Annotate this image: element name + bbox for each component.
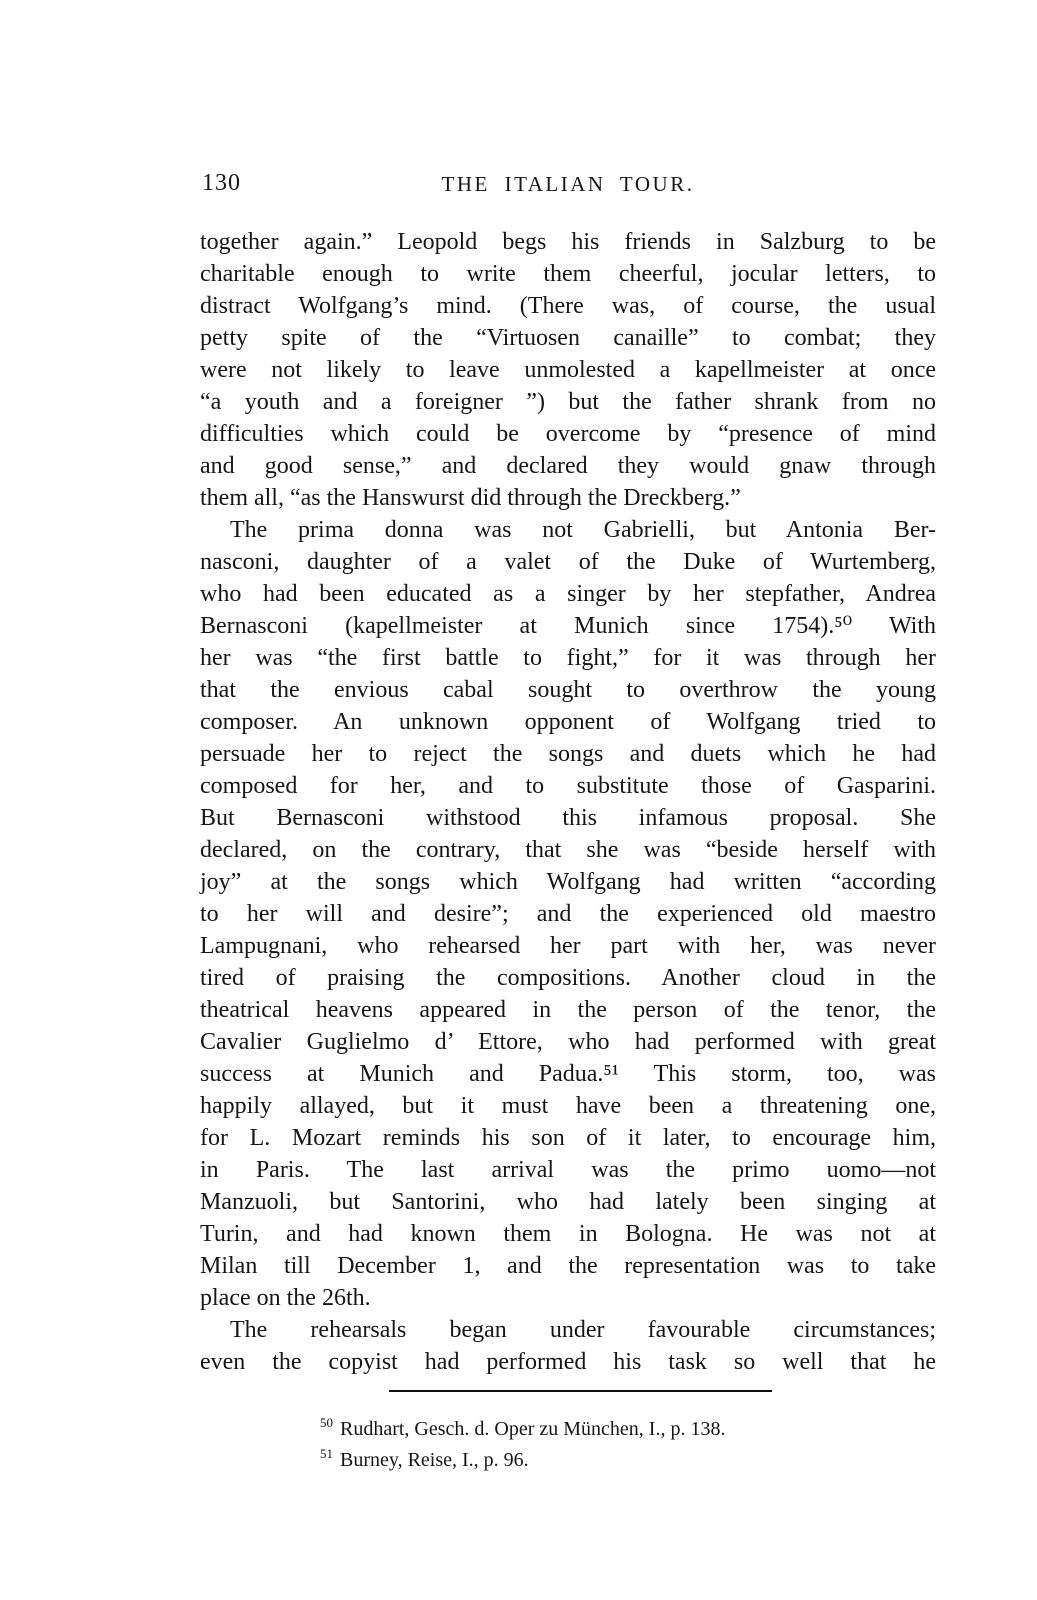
text-line: tired of praising the compositions. Another cloud in the xyxy=(200,965,936,991)
text-line: distract Wolfgang’s mind. (There was, of course, the usual xyxy=(200,293,936,319)
text-line: for L. Mozart reminds his son of it later, to encourage him, xyxy=(200,1125,936,1151)
text-line: them all, “as the Hanswurst did through the Dreckberg.” xyxy=(200,485,741,511)
text-line: composer. An unknown opponent of Wolfgang tried to xyxy=(200,709,936,735)
text-line: The rehearsals began under favourable circumstances; xyxy=(230,1317,936,1343)
text-line: that the envious cabal sought to overthrow the young xyxy=(200,677,936,703)
text-line: to her will and desire”; and the experienced old maestro xyxy=(200,901,936,927)
text-line: her was “the first battle to fight,” for it was through her xyxy=(200,645,936,671)
page-number: 130 xyxy=(202,170,241,196)
footnote xyxy=(320,1445,936,1476)
text-block xyxy=(200,170,936,1476)
footnotes xyxy=(200,1414,936,1476)
footnote-marker: 50 xyxy=(320,1415,333,1431)
footnote xyxy=(320,1414,936,1445)
text-line: difficulties which could be overcome by “presence of mind xyxy=(200,421,936,447)
text-line: Turin, and had known them in Bologna. He was not at xyxy=(200,1221,936,1247)
running-title: THE ITALIAN TOUR. xyxy=(441,172,695,196)
paragraph xyxy=(200,1314,936,1378)
body-text xyxy=(200,226,936,1378)
text-line: place on the 26th. xyxy=(200,1285,371,1311)
text-line: and good sense,” and declared they would gnaw through xyxy=(200,453,936,479)
paragraph xyxy=(200,226,936,514)
text-line: declared, on the contrary, that she was “beside herself with xyxy=(200,837,936,863)
text-line: The prima donna was not Gabrielli, but Antonia Ber- xyxy=(230,517,936,543)
text-line: were not likely to leave unmolested a kapellmeister at once xyxy=(200,357,936,383)
text-line: even the copyist had performed his task so well that he xyxy=(200,1349,936,1375)
text-line: Milan till December 1, and the representation was to take xyxy=(200,1253,936,1279)
footnote-text: Burney, Reise, I., p. 96. xyxy=(340,1449,529,1471)
text-line: persuade her to reject the songs and duets which he had xyxy=(200,741,936,767)
running-head xyxy=(200,170,936,200)
text-line: happily allayed, but it must have been a threatening one, xyxy=(200,1093,936,1119)
text-line: composed for her, and to substitute those of Gasparini. xyxy=(200,773,936,799)
text-line: petty spite of the “Virtuosen canaille” to combat; they xyxy=(200,325,936,351)
text-line: in Paris. The last arrival was the primo uomo—not xyxy=(200,1157,936,1183)
footnote-marker: 51 xyxy=(320,1446,333,1462)
text-line: Lampugnani, who rehearsed her part with her, was never xyxy=(200,933,936,959)
text-line: joy” at the songs which Wolfgang had written “according xyxy=(200,869,936,895)
text-line: charitable enough to write them cheerful, jocular letters, to xyxy=(200,261,936,287)
footnote-text: Rudhart, Gesch. d. Oper zu München, I., p. 138. xyxy=(340,1418,726,1440)
text-line: together again.” Leopold begs his friends in Salzburg to be xyxy=(200,229,936,255)
text-line: “a youth and a foreigner ”) but the father shrank from no xyxy=(200,389,936,415)
text-line: theatrical heavens appeared in the person of the tenor, the xyxy=(200,997,936,1023)
text-line: who had been educated as a singer by her stepfather, Andrea xyxy=(200,581,936,607)
text-line: Cavalier Guglielmo d’ Ettore, who had performed with great xyxy=(200,1029,936,1055)
text-line: nasconi, daughter of a valet of the Duke of Wurtemberg, xyxy=(200,549,936,575)
text-line: But Bernasconi withstood this infamous proposal. She xyxy=(200,805,936,831)
text-line: Manzuoli, but Santorini, who had lately been singing at xyxy=(200,1189,936,1215)
footnote-divider xyxy=(389,1390,772,1392)
text-line: Bernasconi (kapellmeister at Munich since 1754).⁵⁰ With xyxy=(200,613,936,639)
paragraph xyxy=(200,514,936,1314)
text-line: success at Munich and Padua.⁵¹ This storm, too, was xyxy=(200,1061,936,1087)
